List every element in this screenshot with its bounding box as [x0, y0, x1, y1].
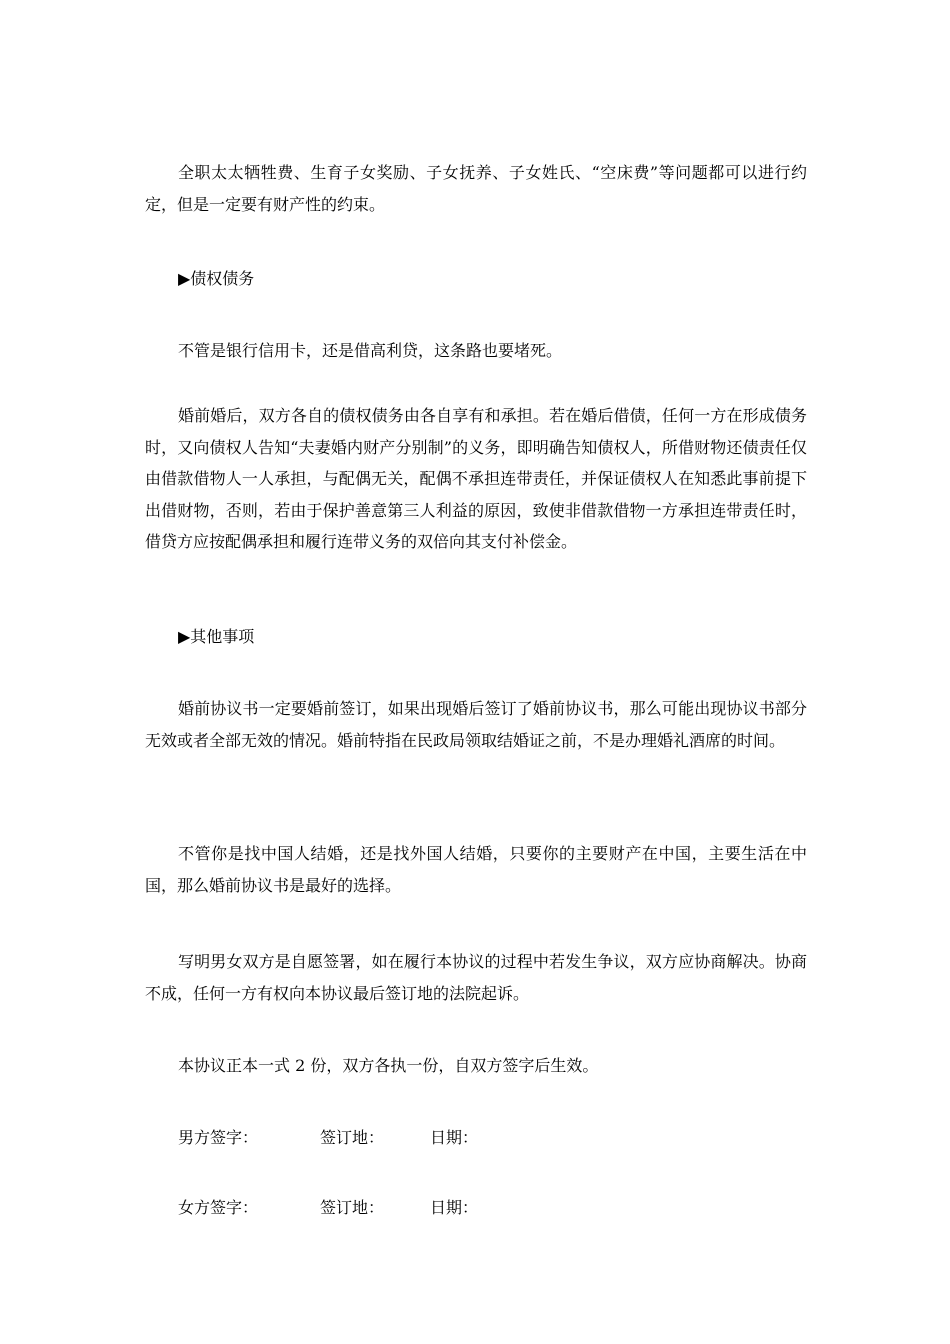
paragraph-debt-terms: 婚前婚后，双方各自的债权债务由各自享有和承担。若在婚后借债，任何一方在形成债务时，又向债权人告知“夫妻婚内财产分别制”的义务，即明确告知债权人，所借财物还债责任仅由借款借物人一人承担，与配偶无关，配偶不承担连带责任，并保证债权人在知悉此事前提下出借财物，否则，若由于保护善意第三人利益的原因，致使非借款借物一方承担连带责任时，借贷方应按配偶承担和履行连带义务的双倍向其支付补偿金。	[145, 406, 807, 551]
section-heading-debts: ▶债权债务	[178, 269, 255, 288]
section-heading-other: ▶其他事项	[178, 627, 255, 646]
male-signature-label: 男方签字：	[178, 1128, 259, 1147]
female-date-label: 日期：	[430, 1198, 479, 1217]
female-signature-label: 女方签字：	[178, 1198, 259, 1217]
paragraph-signing-timing: 婚前协议书一定要婚前签订，如果出现婚后签订了婚前协议书，那么可能出现协议书部分无效或者全部无效的情况。婚前特指在民政局领取结婚证之前，不是办理婚礼酒席的时间。	[145, 699, 807, 750]
paragraph-agreement-scope: 全职太太牺牲费、生育子女奖励、子女抚养、子女姓氏、“空床费”等问题都可以进行约定，但是一定要有财产性的约束。	[145, 163, 807, 214]
male-place-label: 签订地：	[320, 1128, 385, 1147]
paragraph-dispute: 写明男女双方是自愿签署，如在履行本协议的过程中若发生争议，双方应协商解决。协商不成，任何一方有权向本协议最后签订地的法院起诉。	[145, 952, 807, 1003]
female-place-label: 签订地：	[320, 1198, 385, 1217]
male-date-label: 日期：	[430, 1128, 479, 1147]
paragraph-choice: 不管你是找中国人结婚，还是找外国人结婚，只要你的主要财产在中国，主要生活在中国，那么婚前协议书是最好的选择。	[145, 844, 807, 895]
signature-row-male	[178, 1122, 778, 1154]
paragraph-copies: 本协议正本一式 2 份，双方各执一份，自双方签字后生效。	[178, 1056, 599, 1075]
paragraph-debt-intro: 不管是银行信用卡，还是借高利贷，这条路也要堵死。	[178, 341, 563, 360]
signature-row-female	[178, 1192, 778, 1224]
